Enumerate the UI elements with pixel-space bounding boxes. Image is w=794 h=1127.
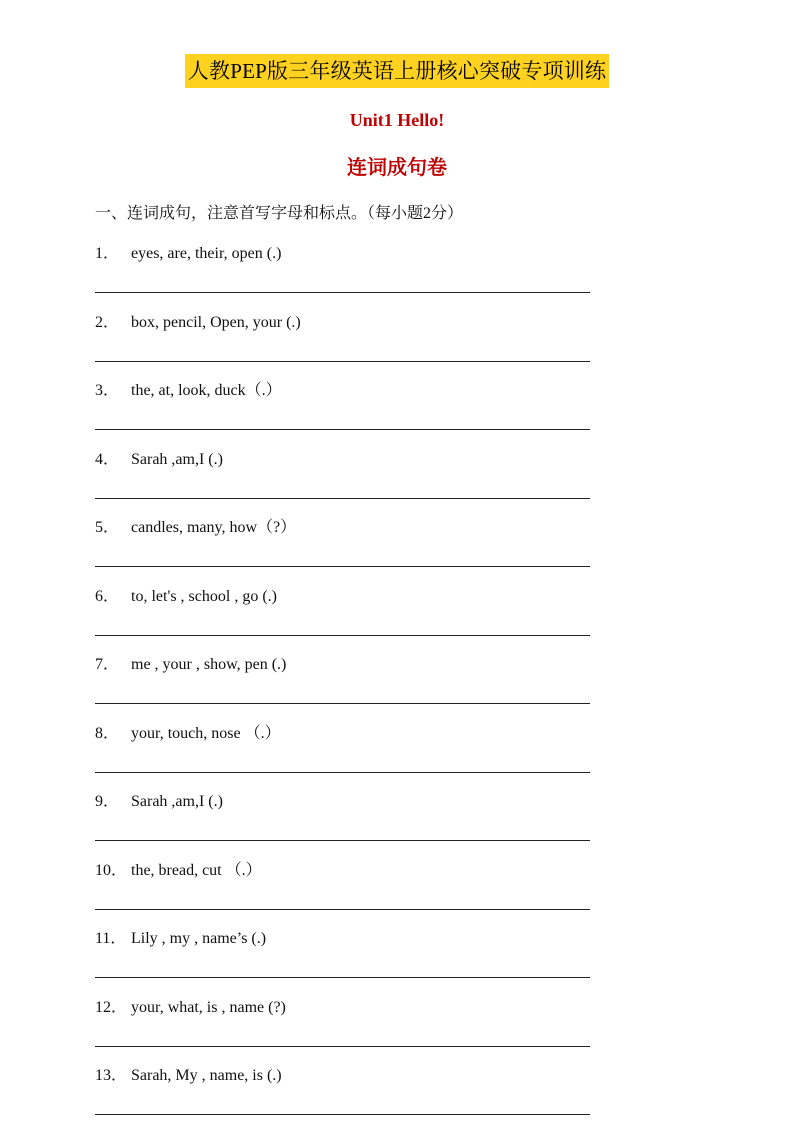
question-words: to, let's , school , go (.) [131, 587, 277, 605]
question-text [95, 309, 301, 332]
question-item [95, 373, 595, 442]
answer-line[interactable] [95, 566, 590, 567]
answer-line[interactable] [95, 840, 590, 841]
question-number: 11． [95, 930, 127, 947]
question-text [95, 240, 281, 263]
question-words: Sarah ,am,I (.) [131, 793, 223, 810]
question-number: 2． [95, 313, 120, 331]
question-text [95, 925, 266, 948]
unit-subtitle: Unit1 Hello! [349, 110, 445, 130]
question-item [95, 442, 595, 511]
worksheet-type-title: 连词成句卷 [347, 155, 447, 179]
question-text [95, 514, 296, 537]
question-number: 4． [95, 450, 120, 468]
question-number: 1． [95, 245, 120, 262]
answer-line[interactable] [95, 703, 590, 704]
question-number: 10． [95, 861, 128, 879]
question-words: Sarah ,am,I (.) [131, 450, 223, 468]
question-item [95, 1058, 595, 1127]
question-text [95, 377, 282, 400]
answer-line[interactable] [95, 429, 590, 430]
question-words: Lily , my , name’s (.) [131, 930, 267, 947]
question-number: 7． [95, 656, 120, 673]
answer-line[interactable] [95, 1046, 590, 1047]
question-item [95, 510, 595, 579]
question-item [95, 990, 595, 1059]
title-wrap [0, 54, 794, 88]
question-text [95, 651, 286, 674]
page-title: 人教PEP版三年级英语上册核心突破专项训练 [185, 54, 609, 88]
question-words: eyes, are, their, open (.) [131, 245, 282, 262]
question-number: 12． [95, 998, 128, 1016]
question-item [95, 784, 595, 853]
question-item [95, 305, 595, 374]
question-words: the, bread, cut （.） [131, 861, 262, 879]
question-words: Sarah, My , name, is (.) [131, 1067, 282, 1084]
answer-line[interactable] [95, 292, 590, 293]
question-number: 3． [95, 382, 120, 399]
question-text [95, 857, 262, 880]
question-item [95, 853, 595, 922]
question-list [95, 236, 595, 1127]
question-text [95, 1062, 282, 1085]
answer-line[interactable] [95, 498, 590, 499]
answer-line[interactable] [95, 361, 590, 362]
question-number: 8． [95, 724, 120, 742]
section-instruction: 一、连词成句，注意首写字母和标点。（每小题2分） [95, 205, 464, 222]
question-words: the, at, look, duck（.） [131, 382, 282, 399]
question-text [95, 994, 286, 1017]
question-item [95, 647, 595, 716]
question-text [95, 788, 223, 811]
question-item [95, 716, 595, 785]
question-number: 13． [95, 1067, 128, 1084]
question-number: 5． [95, 519, 120, 536]
question-words: box, pencil, Open, your (.) [131, 313, 301, 331]
question-number: 6． [95, 587, 120, 605]
question-words: your, what, is , name (?) [131, 998, 286, 1016]
question-number: 9． [95, 793, 120, 810]
answer-line[interactable] [95, 772, 590, 773]
question-words: candles, many, how（?） [131, 519, 297, 536]
question-text [95, 720, 281, 743]
question-item [95, 579, 595, 648]
answer-line[interactable] [95, 1114, 590, 1115]
answer-line[interactable] [95, 635, 590, 636]
question-item [95, 236, 595, 305]
question-text [95, 446, 223, 469]
question-text [95, 583, 277, 606]
answer-line[interactable] [95, 977, 590, 978]
answer-line[interactable] [95, 909, 590, 910]
question-words: me , your , show, pen (.) [131, 656, 287, 673]
question-item [95, 921, 595, 990]
question-words: your, touch, nose （.） [131, 724, 281, 742]
